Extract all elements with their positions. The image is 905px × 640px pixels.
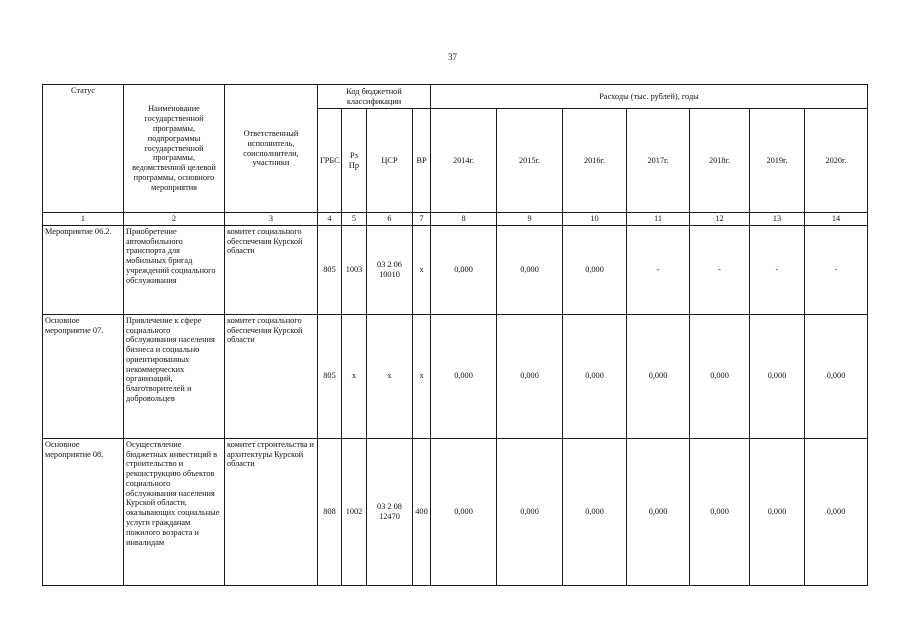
row-grbs: 805	[318, 314, 342, 438]
row-csr: 03 2 06 10010	[367, 225, 413, 314]
header-status: Статус	[43, 85, 124, 213]
header-csr: ЦСР	[367, 109, 413, 213]
row-value: 0,000	[431, 438, 497, 585]
header-vr: ВР	[413, 109, 431, 213]
header-rzpr: Рз Пр	[342, 109, 367, 213]
row-value: 0,000	[431, 314, 497, 438]
row-value: 0,000	[563, 314, 627, 438]
header-year: 2020г.	[805, 109, 868, 213]
header-year: 2016г.	[563, 109, 627, 213]
header-year: 2018г.	[690, 109, 750, 213]
budget-table	[42, 84, 868, 586]
row-value: 0,000	[497, 225, 563, 314]
row-csr: 03 2 08 12470	[367, 438, 413, 585]
header-grbs: ГРБС	[318, 109, 342, 213]
row-name: Привлечение к сфере социального обслуживания населения бизнеса и социально ориентированных некоммерческих организаций, благотворителей и добровольцев	[124, 314, 225, 438]
column-number: 4	[318, 213, 342, 226]
column-number-row	[43, 213, 868, 226]
row-value: 0,000	[563, 225, 627, 314]
row-value: 0,000	[750, 438, 805, 585]
column-number: 10	[563, 213, 627, 226]
header-name: Наименование государственной программы, подпрограммы государственной программы, ведомственной целевой программы, основного мероприятия	[124, 85, 225, 213]
column-number: 7	[413, 213, 431, 226]
row-responsible: комитет социального обеспечения Курской области	[225, 225, 318, 314]
row-value: -	[627, 225, 690, 314]
row-value: 0,000	[805, 438, 868, 585]
column-number: 12	[690, 213, 750, 226]
row-vr: х	[413, 225, 431, 314]
column-number: 3	[225, 213, 318, 226]
row-value: 0,000	[497, 314, 563, 438]
header-expenses: Расходы (тыс. рублей), годы	[431, 85, 868, 109]
page-number: 37	[448, 52, 457, 62]
row-value: 0,000	[431, 225, 497, 314]
row-grbs: 808	[318, 438, 342, 585]
column-number: 1	[43, 213, 124, 226]
row-value: -	[805, 225, 868, 314]
row-value: 0,000	[627, 438, 690, 585]
row-status: Мероприятие 06.2.	[43, 225, 124, 314]
column-number: 11	[627, 213, 690, 226]
column-number: 2	[124, 213, 225, 226]
column-number: 9	[497, 213, 563, 226]
row-value: -	[750, 225, 805, 314]
row-vr: 400	[413, 438, 431, 585]
row-value: 0,000	[690, 314, 750, 438]
header-year: 2017г.	[627, 109, 690, 213]
row-rzpr: 1003	[342, 225, 367, 314]
header-year: 2019г.	[750, 109, 805, 213]
table-row	[43, 314, 868, 438]
row-value: -	[690, 225, 750, 314]
row-grbs: 805	[318, 225, 342, 314]
row-rzpr: 1002	[342, 438, 367, 585]
table-row	[43, 438, 868, 585]
row-status: Основное мероприятие 07.	[43, 314, 124, 438]
row-value: 0,000	[690, 438, 750, 585]
header-year: 2015г.	[497, 109, 563, 213]
row-responsible: комитет строительства и архитектуры Курской области	[225, 438, 318, 585]
row-vr: х	[413, 314, 431, 438]
column-number: 13	[750, 213, 805, 226]
row-status: Основное мероприятие 08.	[43, 438, 124, 585]
header-responsible: Ответственный исполнитель, соисполнители, участники	[225, 85, 318, 213]
row-csr: х	[367, 314, 413, 438]
row-value: 0,000	[563, 438, 627, 585]
row-name: Приобретение автомобильного транспорта для мобильных бригад учреждений социального обслуживания	[124, 225, 225, 314]
column-number: 6	[367, 213, 413, 226]
header-row-1	[43, 85, 868, 109]
column-number: 5	[342, 213, 367, 226]
row-responsible: комитет социального обеспечения Курской области	[225, 314, 318, 438]
row-value: 0,000	[750, 314, 805, 438]
header-budget-code: Код бюджетной классификации	[318, 85, 431, 109]
row-value: 0,000	[497, 438, 563, 585]
column-number: 14	[805, 213, 868, 226]
header-year: 2014г.	[431, 109, 497, 213]
row-rzpr: х	[342, 314, 367, 438]
table-row	[43, 225, 868, 314]
row-value: 0,000	[627, 314, 690, 438]
row-value: 0,000	[805, 314, 868, 438]
row-name: Осуществление бюджетных инвестиций в строительство и реконструкцию объектов социального обслуживания населения Курской области, оказывающих социальные услуги гражданам пожилого возраста и инвалидам	[124, 438, 225, 585]
column-number: 8	[431, 213, 497, 226]
